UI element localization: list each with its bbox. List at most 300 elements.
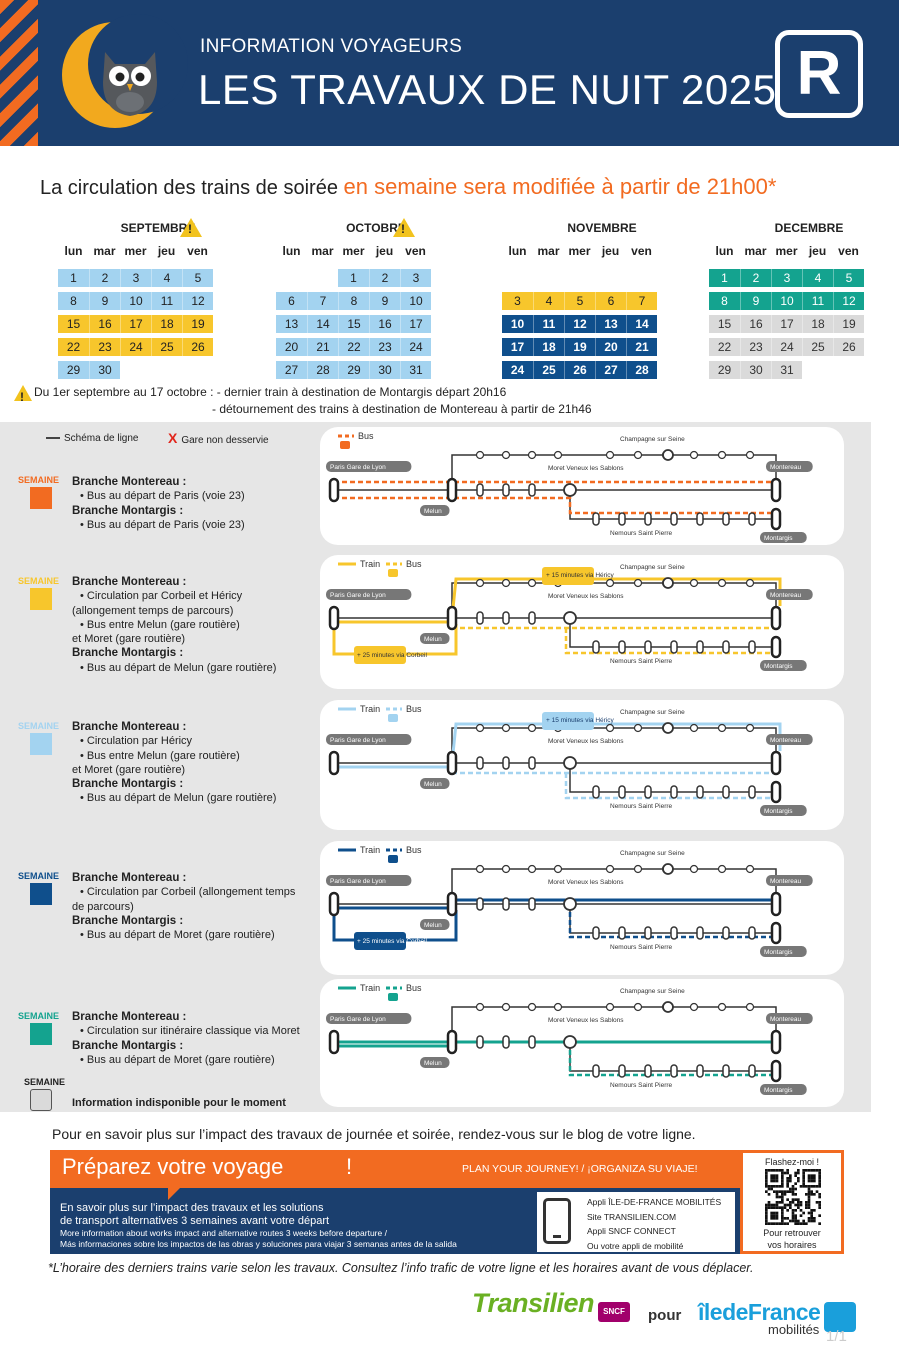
montargis-station	[772, 1061, 780, 1081]
calendar-day: 18	[533, 338, 564, 356]
station-capsule	[645, 641, 651, 653]
label-melun-text: Melun	[424, 922, 442, 929]
calendar-day: 16	[89, 315, 120, 333]
label-montargis	[760, 532, 807, 543]
calendar-day: 1	[709, 269, 740, 287]
qr-caption	[743, 1227, 841, 1251]
calendar-day: 3	[502, 292, 533, 310]
label-moret	[548, 879, 624, 886]
major-station	[330, 479, 338, 501]
weekday-label: jeu	[157, 244, 176, 258]
calendar-day: 29	[58, 361, 89, 379]
station-dot	[635, 866, 642, 873]
calendar-day: 24	[502, 361, 533, 379]
label-moret-text: Moret Veneux les Sablons	[548, 593, 624, 600]
label-montereau-text: Montereau	[770, 737, 802, 744]
weekday-label: ven	[838, 244, 859, 258]
champagne-station	[663, 864, 673, 874]
calendar-day: 3	[120, 269, 151, 287]
section-description	[72, 475, 312, 532]
calendar-day: 25	[533, 361, 564, 379]
calendar-week-row	[276, 361, 476, 379]
intro-text	[40, 174, 776, 200]
app-other: Ou votre appli de mobilité	[587, 1240, 684, 1251]
calendar-day: 16	[740, 315, 771, 333]
hericy-line	[452, 583, 776, 618]
warning-icon	[393, 218, 415, 237]
label-melun	[420, 633, 450, 644]
label-nemours	[610, 803, 673, 810]
station-capsule	[697, 927, 703, 939]
branch-detail: • Bus au départ de Moret (gare routière)	[80, 929, 275, 942]
label-montargis-text: Montargis	[764, 949, 793, 956]
branch-detail: • Circulation par Corbeil (allongement temps	[80, 886, 296, 899]
label-montargis	[760, 805, 807, 816]
station-capsule	[529, 484, 535, 496]
station-dot	[607, 580, 614, 587]
idf-mobilites-logo: îledeFrance	[698, 1299, 821, 1325]
station-dot	[607, 452, 614, 459]
calendar-day: 25	[151, 338, 182, 356]
line-diagram-panel	[320, 427, 844, 545]
detour-hericy-text: + 15 minutes via Héricy	[546, 572, 614, 579]
major-station	[772, 479, 780, 501]
calendar-day: 22	[58, 338, 89, 356]
station-dot	[635, 452, 642, 459]
branch-heading: Branche Montereau :	[72, 476, 187, 488]
branch-detail: et Moret (gare routière)	[72, 763, 186, 776]
weekday-label: mer	[124, 244, 147, 258]
station-capsule	[619, 1065, 625, 1077]
station-capsule	[529, 757, 535, 769]
apps-box	[537, 1192, 735, 1252]
speech-tail	[168, 1186, 182, 1200]
branch-heading: Branche Montargis :	[72, 914, 184, 927]
champagne-station	[663, 1002, 673, 1012]
station-capsule	[645, 927, 651, 939]
calendar-week-row	[709, 269, 899, 287]
station-capsule	[697, 786, 703, 798]
hazard-stripes	[0, 0, 38, 146]
station-dot	[503, 1004, 510, 1011]
branch-detail: • Circulation par Héricy	[80, 735, 193, 748]
station-dot	[529, 452, 536, 459]
major-station	[330, 607, 338, 629]
bus-icon	[388, 993, 398, 1001]
branch-heading: Branche Montereau :	[72, 576, 187, 588]
station-capsule	[477, 484, 483, 496]
calendar-day: 9	[740, 292, 771, 310]
label-nemours	[610, 1082, 673, 1089]
station-dot	[719, 580, 726, 587]
line-r-badge: R	[775, 30, 863, 118]
label-montargis-text: Montargis	[764, 663, 793, 670]
label-champagne	[620, 988, 685, 995]
label-nemours-text: Nemours Saint Pierre	[610, 1082, 673, 1089]
line-diagram	[320, 427, 844, 545]
station-dot	[477, 1004, 484, 1011]
station-capsule	[477, 612, 483, 624]
calendar-week-row	[276, 292, 476, 310]
label-paris	[326, 734, 411, 745]
station-capsule	[671, 786, 677, 798]
weekday-label: lun	[508, 244, 527, 258]
station-capsule	[697, 1065, 703, 1077]
detour-hericy-text: + 15 minutes via Héricy	[546, 717, 614, 724]
weekday-label: lun	[715, 244, 734, 258]
calendar-day: 17	[120, 315, 151, 333]
calendar-day: 15	[338, 315, 369, 333]
legend-x-label: Gare non desservie	[181, 435, 269, 446]
moret-station	[564, 1036, 576, 1048]
calendar-month-title: NOVEMBRE	[567, 221, 637, 235]
calendar-day: 25	[802, 338, 833, 356]
page-number: 1/1	[826, 1328, 847, 1345]
station-capsule	[723, 513, 729, 525]
weekday-label: mar	[311, 244, 334, 258]
calendar-day: 27	[276, 361, 307, 379]
branch-heading: Branche Montereau :	[72, 1011, 187, 1023]
calendar-day: 4	[802, 269, 833, 287]
station-capsule	[671, 1065, 677, 1077]
weekday-header	[276, 244, 476, 264]
station-capsule	[645, 513, 651, 525]
warning-note	[14, 384, 592, 417]
label-nemours-text: Nemours Saint Pierre	[610, 803, 673, 810]
label-nemours	[610, 530, 673, 537]
line-diagram-panel	[320, 555, 844, 689]
montargis-station	[772, 923, 780, 943]
calendar-day	[182, 361, 213, 379]
station-dot	[691, 452, 698, 459]
prepare-fr-line2: de transport alternatives 3 semaines avant votre départ	[60, 1215, 330, 1227]
branch-detail: • Bus entre Melun (gare routière)	[80, 618, 240, 631]
weekday-label: lun	[282, 244, 301, 258]
branch-detail: • Bus entre Melun (gare routière)	[80, 749, 240, 762]
label-melun-text: Melun	[424, 781, 442, 788]
weekday-label: jeu	[601, 244, 620, 258]
branch-detail: • Bus au départ de Paris (voie 23)	[80, 490, 245, 503]
station-dot	[747, 1004, 754, 1011]
calendar-day: 18	[802, 315, 833, 333]
section-color-swatch	[30, 1023, 52, 1045]
app-idfm[interactable]: Appli ÎLE-DE-FRANCE MOBILITÉS	[587, 1197, 722, 1207]
section-color-swatch	[30, 883, 52, 905]
calendar-day: 9	[369, 292, 400, 310]
station-capsule	[503, 1036, 509, 1048]
prepare-exclamation: !	[346, 1154, 353, 1179]
calendar-day: 2	[89, 269, 120, 287]
label-paris-text: Paris Gare de Lyon	[330, 878, 386, 885]
calendar-week-row	[709, 315, 899, 333]
calendar-day	[802, 361, 833, 379]
label-melun	[420, 919, 450, 930]
detour-corbeil	[354, 646, 427, 664]
section-tag: SEMAINE	[18, 1011, 60, 1021]
calendar-week-row	[709, 361, 899, 379]
station-capsule	[503, 612, 509, 624]
section-description	[72, 575, 312, 675]
calendar-day	[833, 361, 864, 379]
moret-station	[564, 612, 576, 624]
calendar-week-row	[502, 315, 702, 333]
station-capsule	[749, 513, 755, 525]
qr-title: Flashez-moi !	[764, 1157, 819, 1167]
station-capsule	[529, 898, 535, 910]
label-paris	[326, 875, 411, 886]
x-icon: X	[168, 430, 178, 446]
label-paris-text: Paris Gare de Lyon	[330, 1016, 386, 1023]
calendar-week-row	[502, 338, 702, 356]
station-dot	[691, 580, 698, 587]
prepare-header	[50, 1150, 740, 1188]
qr-code-icon[interactable]	[765, 1169, 821, 1225]
calendar-day: 17	[400, 315, 431, 333]
legend-non-served	[168, 430, 269, 446]
section-tag: SEMAINE	[18, 721, 60, 731]
calendar-day: 3	[771, 269, 802, 287]
major-station	[448, 893, 456, 915]
calendar-day: 12	[182, 292, 213, 310]
calendar-day	[533, 269, 564, 287]
more-info-text: Pour en savoir plus sur l’impact des travaux de journée et soirée, rendez-vous sur le blog de votre ligne.	[52, 1126, 696, 1142]
branch-detail: de parcours)	[72, 900, 134, 913]
apps-list	[587, 1195, 721, 1253]
station-dot	[691, 725, 698, 732]
weekday-label: mer	[568, 244, 591, 258]
calendar-day: 24	[400, 338, 431, 356]
qr-caption-2: vos horaires	[767, 1240, 817, 1250]
station-dot	[747, 725, 754, 732]
calendar-day: 4	[533, 292, 564, 310]
calendar-day	[151, 361, 182, 379]
station-capsule	[697, 513, 703, 525]
branch-detail: • Circulation par Corbeil et Héricy	[80, 590, 243, 603]
prepare-en-line: More information about works impact and alternative routes 3 weeks before departure /	[60, 1228, 387, 1238]
weekday-label: lun	[64, 244, 83, 258]
calendar-day: 26	[564, 361, 595, 379]
warning-icon	[180, 218, 202, 237]
station-capsule	[529, 1036, 535, 1048]
station-capsule	[477, 757, 483, 769]
site-transilien[interactable]: Site TRANSILIEN.COM	[587, 1211, 677, 1222]
station-capsule	[723, 927, 729, 939]
station-dot	[747, 580, 754, 587]
calendar-day: 10	[502, 315, 533, 333]
footnote: *L’horaire des derniers trains varie selon les travaux. Consultez l’info trafic de votre ligne et les horaires avant de vous déplacer.	[48, 1261, 754, 1275]
app-sncf-connect[interactable]: Appli SNCF CONNECT	[587, 1226, 676, 1236]
station-capsule	[593, 641, 599, 653]
label-montereau	[766, 734, 813, 745]
weekday-label: mar	[744, 244, 767, 258]
label-moret-text: Moret Veneux les Sablons	[548, 465, 624, 472]
label-montargis	[760, 1084, 807, 1095]
line-diagram	[320, 841, 844, 975]
major-station	[448, 479, 456, 501]
branch-detail: et Moret (gare routière)	[72, 633, 186, 646]
weekday-label: ven	[187, 244, 208, 258]
branch-detail: (allongement temps de parcours)	[72, 604, 234, 617]
label-melun	[420, 778, 450, 789]
major-station	[448, 607, 456, 629]
label-paris-text: Paris Gare de Lyon	[330, 592, 386, 599]
calendar-day: 16	[369, 315, 400, 333]
calendar-day: 19	[833, 315, 864, 333]
calendar-week-row	[709, 292, 899, 310]
calendar-day: 28	[307, 361, 338, 379]
calendar-day: 4	[151, 269, 182, 287]
station-capsule	[593, 1065, 599, 1077]
calendar-day: 15	[709, 315, 740, 333]
label-montargis-text: Montargis	[764, 1087, 793, 1094]
legend-bus-label: Bus	[406, 983, 422, 993]
calendar-day: 6	[595, 292, 626, 310]
station-dot	[691, 1004, 698, 1011]
label-moret	[548, 1017, 624, 1024]
station-dot	[747, 866, 754, 873]
pour-text: pour	[648, 1307, 682, 1324]
calendar-day: 21	[626, 338, 657, 356]
station-dot	[529, 725, 536, 732]
detour-corbeil-text: + 25 minutes via Corbeil	[357, 938, 427, 945]
legend-bus-label: Bus	[406, 845, 422, 855]
label-melun	[420, 505, 450, 516]
calendar-day: 27	[595, 361, 626, 379]
label-paris-text: Paris Gare de Lyon	[330, 737, 386, 744]
major-station	[330, 893, 338, 915]
weekday-label: jeu	[808, 244, 827, 258]
label-paris-text: Paris Gare de Lyon	[330, 464, 386, 471]
label-moret	[548, 465, 624, 472]
section-color-swatch	[30, 487, 52, 509]
calendar-day: 1	[338, 269, 369, 287]
calendar-day: 12	[833, 292, 864, 310]
weekday-label: ven	[405, 244, 426, 258]
label-nemours-text: Nemours Saint Pierre	[610, 944, 673, 951]
warning-icon	[14, 385, 32, 401]
plan-journey-text: PLAN YOUR JOURNEY! / ¡ORGANIZA SU VIAJE!	[462, 1163, 698, 1175]
calendar-week-row	[58, 269, 258, 287]
label-melun-text: Melun	[424, 508, 442, 515]
calendar-week-row	[502, 269, 702, 287]
legend-train-label: Train	[360, 559, 381, 569]
calendar-month-title: OCTOBRE	[346, 221, 406, 235]
station-capsule	[619, 927, 625, 939]
calendar-day: 2	[740, 269, 771, 287]
branch-detail: • Circulation sur itinéraire classique via Moret	[80, 1025, 300, 1038]
calendar-day	[564, 269, 595, 287]
line-diagram-panel	[320, 841, 844, 975]
station-dot	[503, 580, 510, 587]
station-dot	[503, 866, 510, 873]
station-capsule	[503, 757, 509, 769]
label-melun	[420, 1057, 450, 1068]
calendar-day: 17	[502, 338, 533, 356]
idf-mobilites-sub: mobilités	[768, 1322, 820, 1337]
section-tag: SEMAINE	[18, 871, 60, 881]
calendar-day: 9	[89, 292, 120, 310]
label-champagne	[620, 709, 685, 716]
prepare-title: Préparez votre voyage	[62, 1154, 284, 1179]
calendar-month-title: SEPTEMBRE	[120, 221, 196, 235]
station-dot	[691, 866, 698, 873]
station-dot	[477, 452, 484, 459]
station-dot	[719, 725, 726, 732]
calendar-day: 14	[626, 315, 657, 333]
station-dot	[477, 580, 484, 587]
station-capsule	[503, 484, 509, 496]
intro-part2: en semaine sera modifiée à partir de 21h00*	[343, 174, 777, 199]
calendar-day: 5	[182, 269, 213, 287]
station-capsule	[477, 898, 483, 910]
calendar-day: 1	[58, 269, 89, 287]
station-dot	[719, 866, 726, 873]
header-subtitle: INFORMATION VOYAGEURS	[200, 36, 463, 57]
bus-icon	[388, 714, 398, 722]
weekday-label: jeu	[375, 244, 394, 258]
station-dot	[477, 725, 484, 732]
label-champagne-text: Champagne sur Seine	[620, 850, 685, 857]
label-champagne	[620, 850, 685, 857]
calendar-septembre	[58, 218, 258, 379]
label-montereau	[766, 875, 813, 886]
calendar-day: 10	[400, 292, 431, 310]
calendar-day: 21	[307, 338, 338, 356]
calendar-day: 28	[626, 361, 657, 379]
station-capsule	[671, 927, 677, 939]
calendar-week-row	[58, 361, 258, 379]
label-melun-text: Melun	[424, 1060, 442, 1067]
montargis-station	[772, 509, 780, 529]
calendar-day: 13	[276, 315, 307, 333]
branch-detail: • Bus au départ de Moret (gare routière)	[80, 1053, 275, 1066]
calendar-day: 19	[182, 315, 213, 333]
label-montereau-text: Montereau	[770, 1016, 802, 1023]
major-station	[772, 893, 780, 915]
station-dot	[555, 1004, 562, 1011]
header-banner	[0, 0, 899, 146]
calendar-day: 14	[307, 315, 338, 333]
note-line-2: - détournement des trains à destination de Montereau à partir de 21h46	[212, 401, 592, 416]
calendar-day	[502, 269, 533, 287]
bus-route-montargis	[342, 498, 776, 513]
hericy-line	[452, 728, 776, 763]
major-station	[330, 1031, 338, 1053]
station-dot	[607, 1004, 614, 1011]
calendar-day: 8	[709, 292, 740, 310]
label-melun-text: Melun	[424, 636, 442, 643]
page-title: LES TRAVAUX DE NUIT 2025	[198, 66, 777, 113]
label-montereau	[766, 461, 813, 472]
detour-corbeil-text: + 25 minutes via Corbeil	[357, 652, 427, 659]
calendar-day: 29	[338, 361, 369, 379]
station-capsule	[723, 786, 729, 798]
calendar-day: 23	[89, 338, 120, 356]
transilien-logo: Transilien	[472, 1288, 595, 1318]
weekday-label: mer	[342, 244, 365, 258]
calendar-day	[595, 269, 626, 287]
calendar-day: 18	[151, 315, 182, 333]
station-dot	[607, 725, 614, 732]
calendar-decembre	[709, 218, 899, 379]
calendar-day: 5	[833, 269, 864, 287]
calendar-week-row	[502, 361, 702, 379]
weekday-header	[58, 244, 258, 264]
weekday-label: mer	[775, 244, 798, 258]
calendar-week-row	[276, 269, 476, 287]
prepare-fr-text	[60, 1202, 329, 1228]
station-capsule	[749, 786, 755, 798]
